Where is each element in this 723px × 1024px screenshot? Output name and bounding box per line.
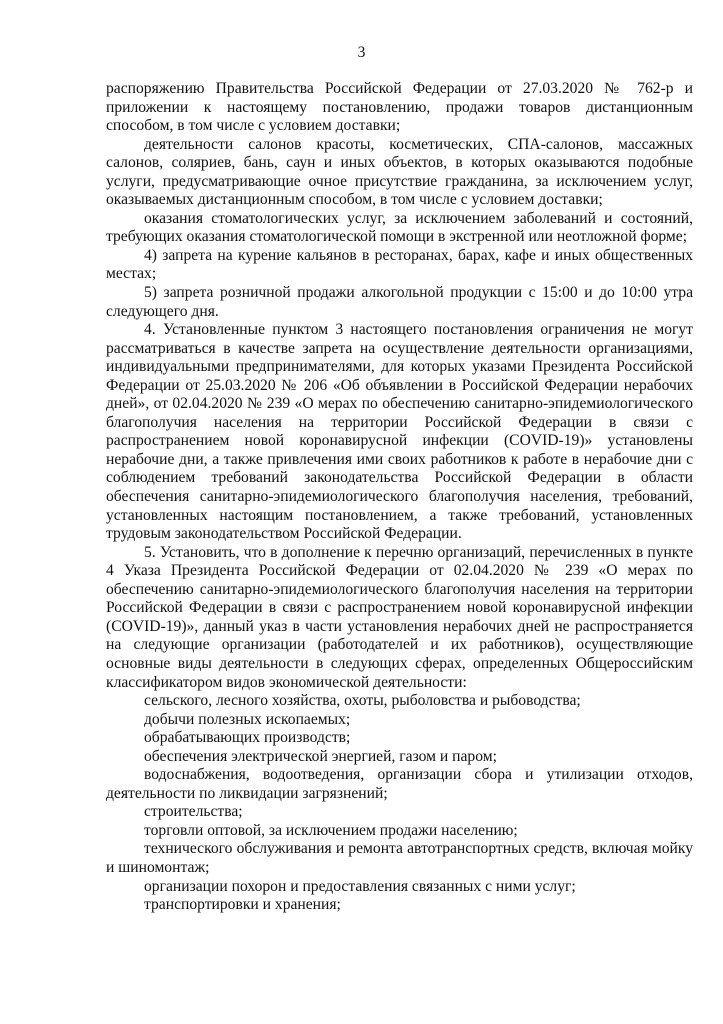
list-item-energy-supply: обеспечения электрической энергией, газом и паром; (144, 747, 497, 765)
document-body (106, 80, 693, 915)
paragraph-section-5: 5. Установить, что в дополнение к перечню организаций, перечисленных в пункте 4 Указа Президента Российской Федерации от 02.04.2020 № 239 «О мерах по обеспечению санитарно-эпидемиологического благополучия населения на территории Российской Федерации в связи с распространением новой коронавирусной инфекции (COVID-19)», данный указ в части установления нерабочих дней не распространяется на следующие организации (работодателей и их работников), осуществляющие основные виды деятельности в следующих сферах, определенных Общероссийским классификатором видов экономической деятельности: (106, 543, 693, 691)
list-item-wholesale: торговли оптовой, за исключением продажи населению; (144, 821, 518, 839)
list-item-manufacturing: обрабатывающих производств; (144, 729, 351, 747)
paragraph-hookah-ban: 4) запрета на курение кальянов в ресторанах, барах, кафе и иных общественных местах; (106, 246, 693, 283)
list-item-mining: добычи полезных ископаемых; (144, 710, 351, 728)
paragraph-beauty-salons: деятельности салонов красоты, косметических, СПА-салонов, массажных салонов, соляриев, бань, саун и иных объектов, в которых оказываются подобные услуги, предусматривающие очное присутствие гражданина, за исключением услуг, оказываемых дистанционным способом, в том числе с условием доставки; (106, 135, 693, 209)
paragraph-alcohol-ban: 5) запрета розничной продажи алкогольной продукции с 15:00 и до 10:00 утра следующего дня. (106, 284, 693, 320)
list-item-construction: строительства; (144, 803, 243, 821)
paragraph-dental-services: оказания стоматологических услуг, за исключением заболеваний и состояний, требующих оказания стоматологической помощи в экстренной или неотложной форме; (106, 209, 693, 246)
list-item-funeral-services: организации похорон и предоставления связанных с ними услуг; (144, 877, 576, 895)
paragraph-continuation: распоряжению Правительства Российской Федерации от 27.03.2020 № 762-р и приложении к настоящему постановлению, продажи товаров дистанционным способом, в том числе с условием доставки; (106, 80, 693, 135)
page-number: 3 (357, 44, 366, 61)
list-item-agriculture: сельского, лесного хозяйства, охоты, рыболовства и рыбоводства; (144, 692, 581, 710)
list-item-auto-service: технического обслуживания и ремонта автотранспортных средств, включая мойку и шиномонтаж; (106, 840, 693, 876)
list-item-water-waste: водоснабжения, водоотведения, организации сбора и утилизации отходов, деятельности по ликвидации загрязнений; (106, 766, 693, 802)
paragraph-section-4: 4. Установленные пунктом 3 настоящего постановления ограничения не могут рассматриваться в качестве запрета на осуществление деятельности организациями, индивидуальными предпринимателями, для которых указами Президента Российской Федерации от 25.03.2020 № 206 «Об объявлении в Российской Федерации нерабочих дней», от 02.04.2020 № 239 «О мерах по обеспечению санитарно-эпидемиологического благополучия населения на территории Российской Федерации в связи с распространением новой коронавирусной инфекции (COVID-19)» установлены нерабочие дни, а также привлечения ими своих работников к работе в нерабочие дни с соблюдением требований законодательства Российской Федерации в области обеспечения санитарно-эпидемиологического благополучия населения, требований, установленных настоящим постановлением, а также требований, установленных трудовым законодательством Российской Федерации. (106, 321, 693, 543)
list-item-transport-storage: транспортировки и хранения; (144, 896, 341, 914)
